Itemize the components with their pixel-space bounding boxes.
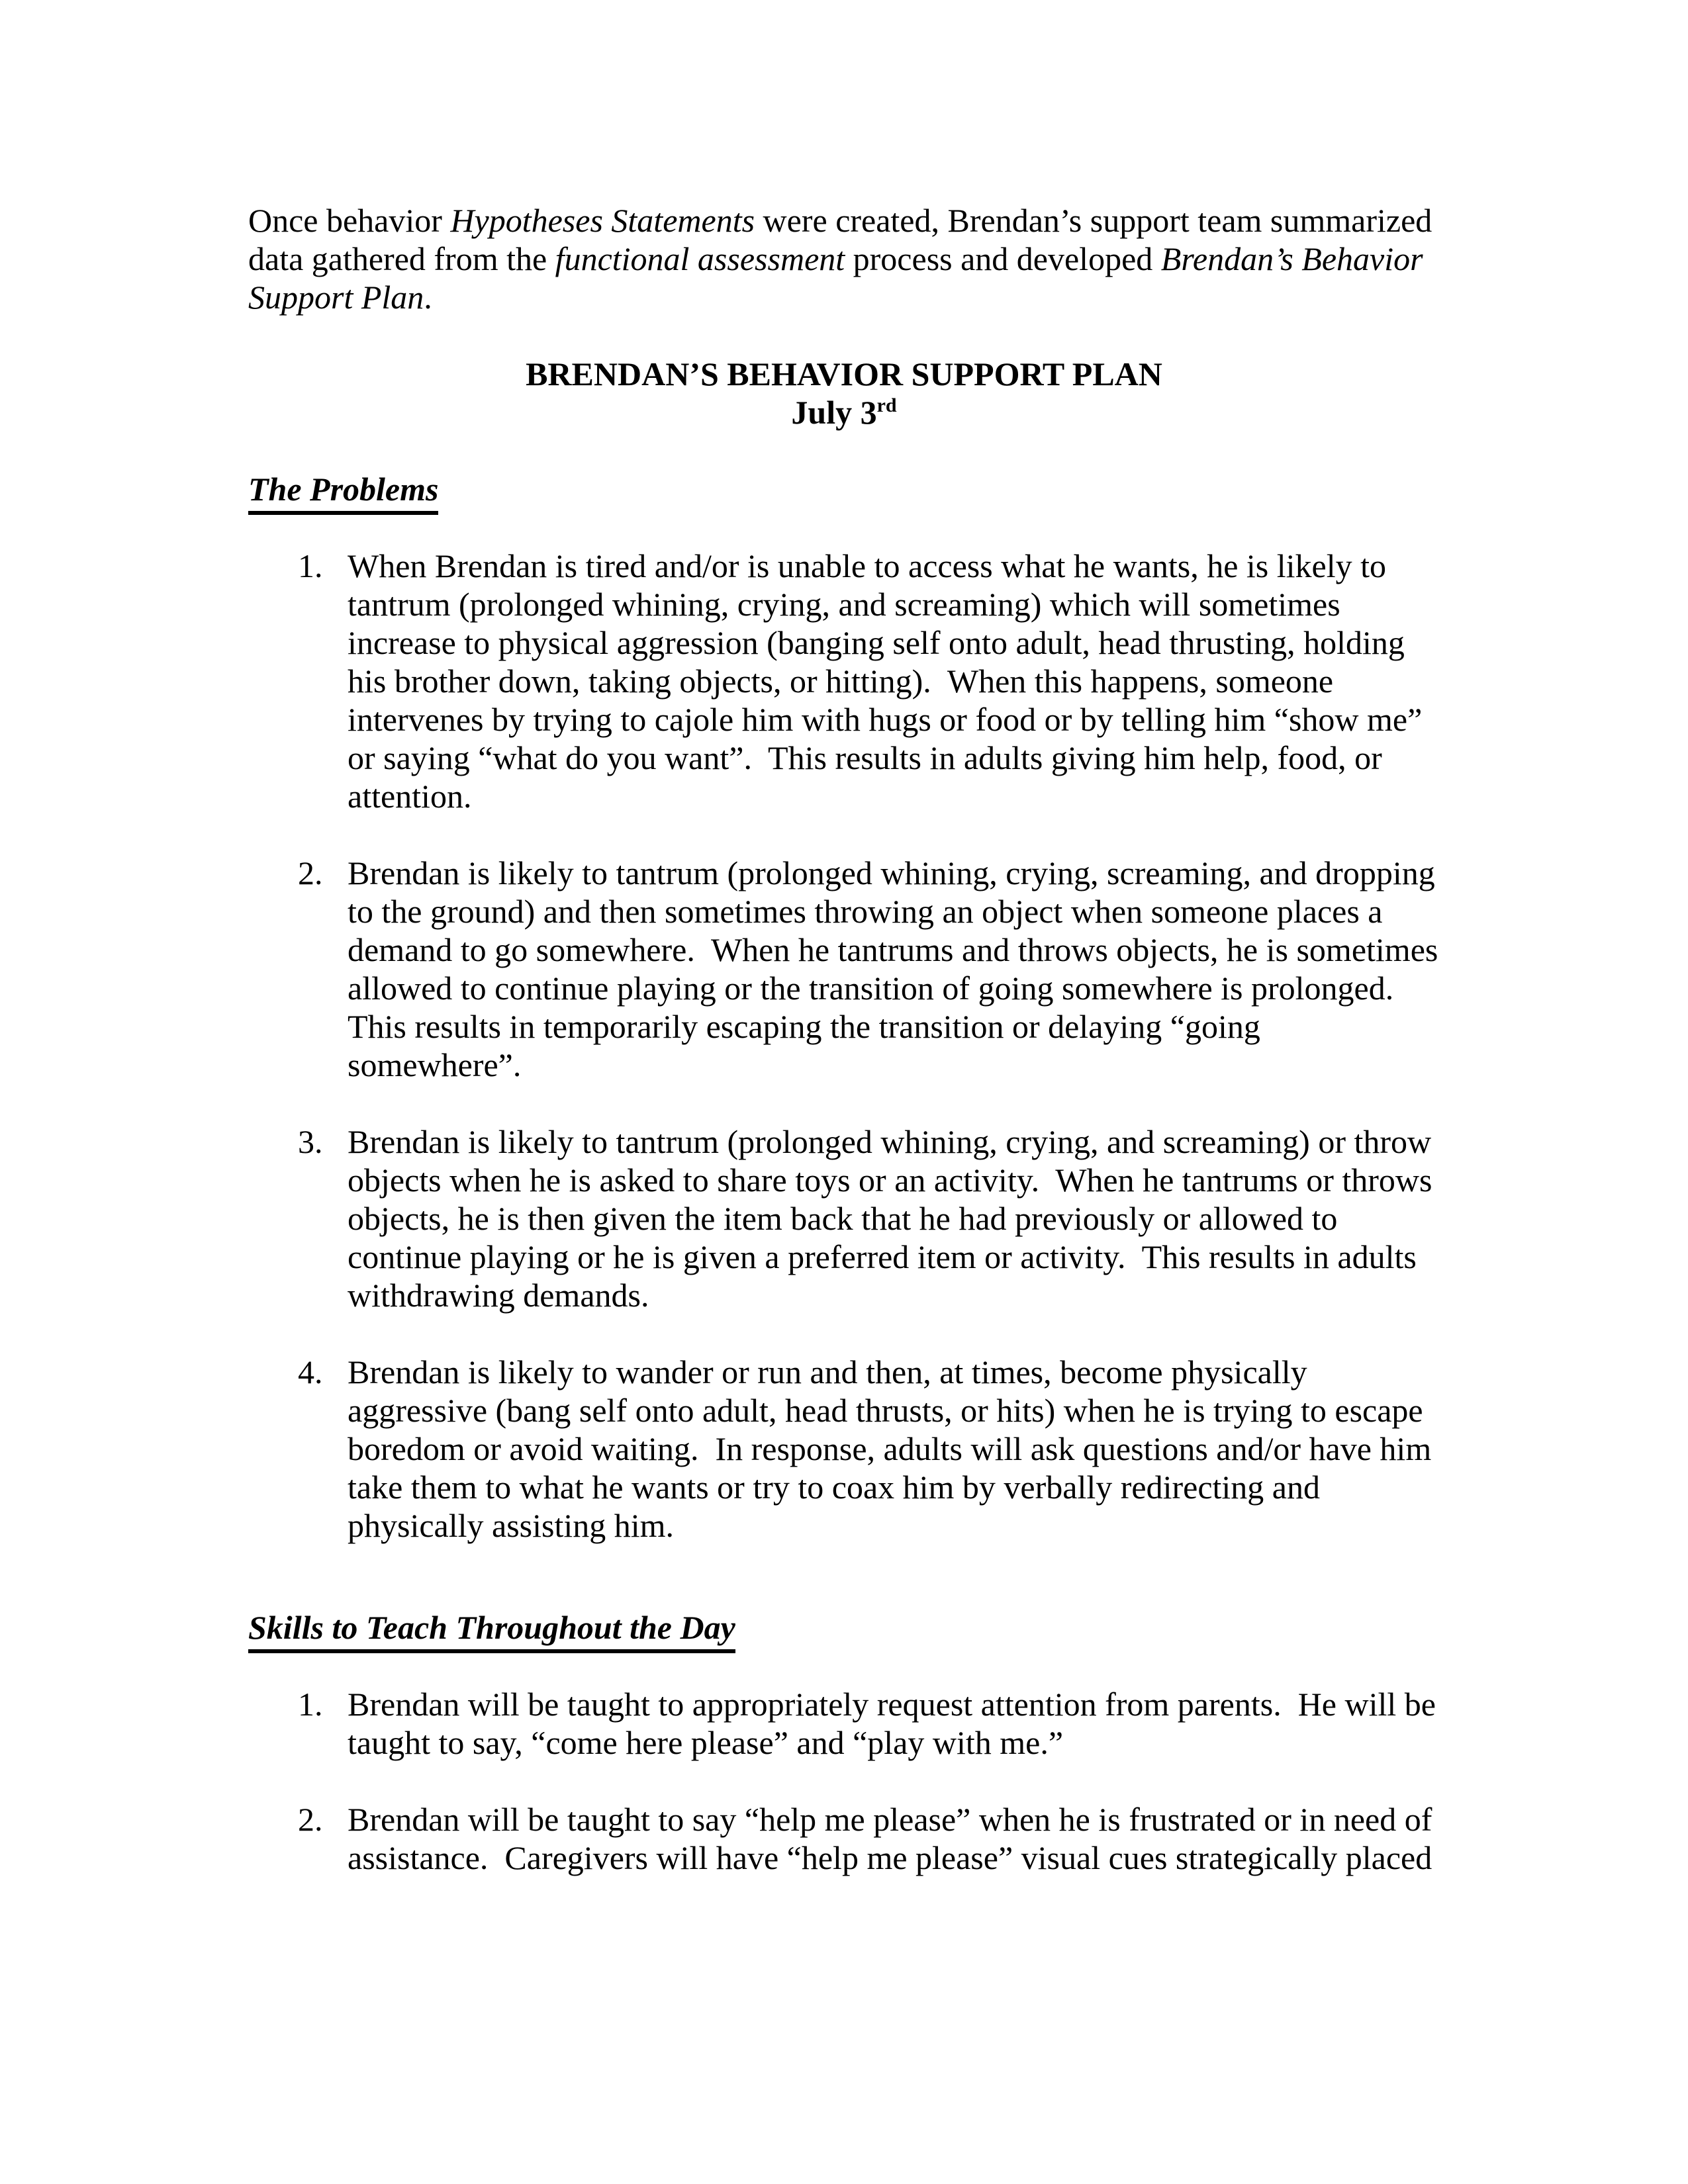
date-ordinal-suffix: rd [876,394,897,416]
section-heading-text: The Problems [248,470,438,515]
list-item-text: When Brendan is tired and/or is unable to access what he wants, he is likely to tantrum (prolonged whining, crying, and screaming) which will sometimes increase to physical aggression (banging self onto adult, head thrusting, holding his brother down, taking objects, or hitting). When this happens, someone intervenes by trying to cajole him with hugs or food or by telling him “show me” or saying “what do you want”. This results in adults giving him help, food, or attention. [348,547,1430,815]
intro-italic-3: Brendan’s Behavior Support Plan [248,240,1432,316]
intro-italic-1: Hypotheses Statements [450,202,755,239]
section-heading-problems [248,470,1440,508]
list-item [248,1353,1440,1545]
section-problems [248,470,1446,1545]
title-block [248,355,1440,432]
intro-text-2: were created, Brendan’s support team summarized data gathered from the [248,202,1440,277]
list-item [248,1122,1440,1314]
intro-text-1: Once behavior [248,202,451,239]
list-item-text: Brendan will be taught to say “help me please” when he is frustrated or in need of assistance. Caregivers will have “help me please” visual cues strategically placed [348,1801,1440,1876]
section-heading-text: Skills to Teach Throughout the Day [248,1608,735,1653]
intro-paragraph [248,201,1440,316]
list-item-number: 4. [298,1353,323,1390]
list-item-number: 2. [298,854,323,891]
date-text: July 3 [791,394,877,431]
intro-italic-2: functional assessment [555,240,845,277]
section-heading-skills [248,1608,1440,1647]
list-item [248,1800,1440,1877]
list-item [248,547,1440,815]
list-item-text: Brendan will be taught to appropriately request attention from parents. He will be taught to say, “come here please” and “play with me.” [348,1686,1444,1761]
list-item-text: Brendan is likely to tantrum (prolonged whining, crying, screaming, and dropping to the ground) and then sometimes throwing an object when someone places a demand to go somewhere. When he tantrums and throws objects, he is sometimes allowed to continue playing or the transition of going somewhere is prolonged. This results in temporarily escaping the transition or delaying “going somewhere”. [348,854,1446,1083]
list-item-number: 1. [298,1686,323,1723]
list-item-text: Brendan is likely to tantrum (prolonged whining, crying, and screaming) or throw objects when he is asked to share toys or an activity. When he tantrums or throws objects, he is then given the item back that he had previously or allowed to continue playing or he is given a preferred item or activity. This results in adults withdrawing demands. [348,1123,1441,1314]
list-item [248,1685,1444,1762]
list-item-number: 1. [298,547,323,584]
list-item-number: 2. [298,1801,323,1838]
list-item-text: Brendan is likely to wander or run and then, at times, become physically aggressive (bang self onto adult, head thrusts, or hits) when he is trying to escape boredom or avoid waiting. In response, adults will ask questions and/or have him take them to what he wants or try to coax him by verbally redirecting and physically assisting him. [348,1353,1440,1544]
document-date [248,393,1440,432]
section-skills [248,1608,1444,1877]
list-item-number: 3. [298,1123,323,1160]
document-title: BRENDAN’S BEHAVIOR SUPPORT PLAN [526,355,1162,392]
list-item [248,854,1446,1084]
intro-text-4: . [424,279,432,316]
intro-text-3: process and developed [845,240,1161,277]
